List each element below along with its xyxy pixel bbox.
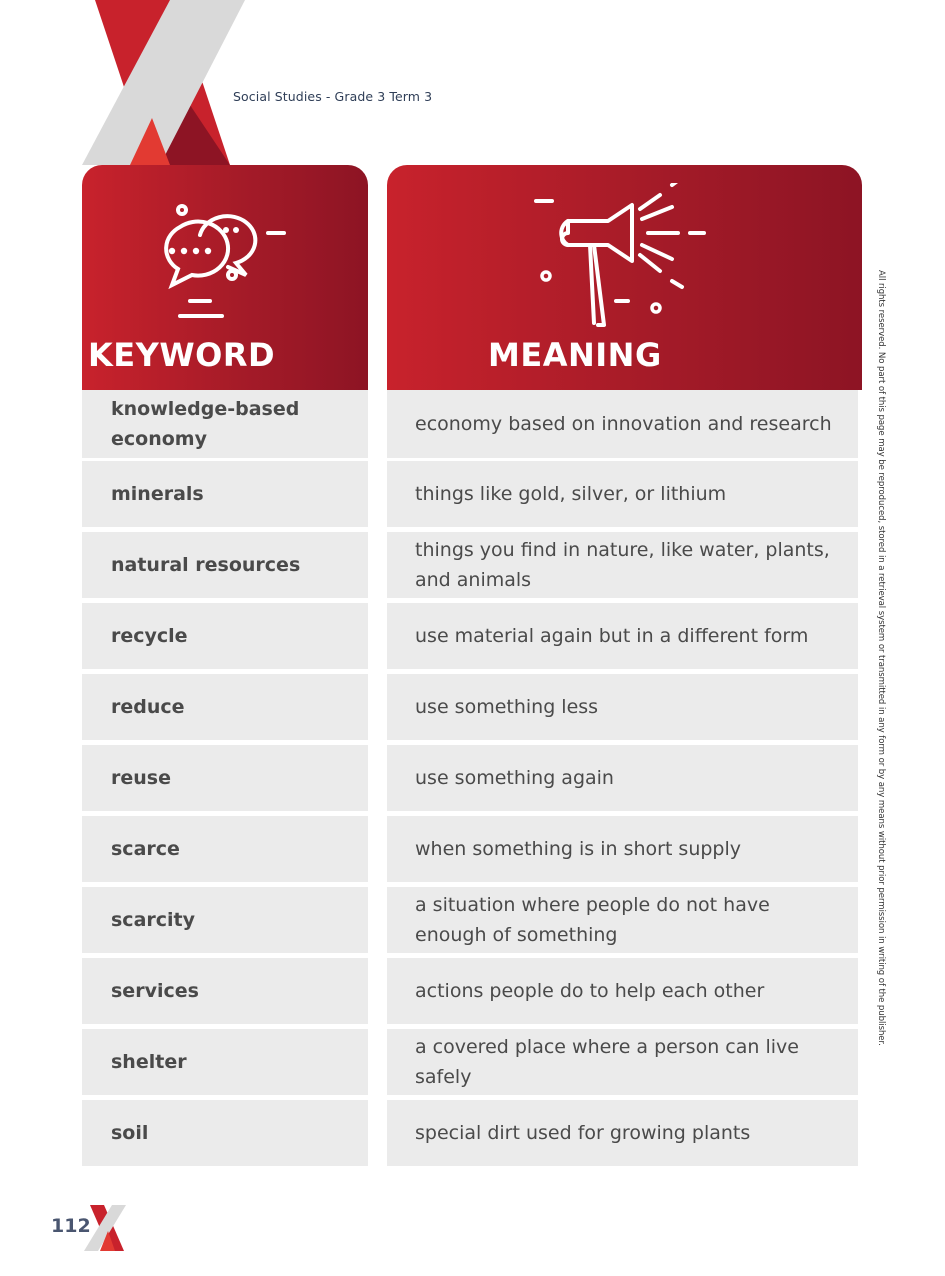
keyword-cell: [82, 603, 368, 669]
keyword-text: scarcity: [111, 909, 196, 931]
meaning-text: economy based on innovation and research: [415, 413, 832, 435]
table-row: [82, 887, 858, 958]
meaning-text: things like gold, silver, or lithium: [415, 483, 727, 505]
table-row: [82, 1029, 858, 1100]
keyword-cell: [82, 1029, 368, 1095]
meaning-cell: [387, 461, 858, 527]
meaning-text: actions people do to help each other: [415, 980, 765, 1002]
keyword-header-card: [82, 165, 368, 390]
keyword-cell: [82, 674, 368, 740]
keyword-text: scarce: [111, 838, 180, 860]
table-row: [82, 461, 858, 532]
keyword-cell: [82, 461, 368, 527]
copyright-notice: All rights reserved. No part of this page may be reproduced, stored in a retrieval system or transmitted in any form or by any means without prior permission in writing of the publisher.: [876, 270, 886, 1046]
meaning-text: use something again: [415, 767, 614, 789]
keyword-cell: [82, 958, 368, 1024]
keyword-cell: [82, 532, 368, 598]
keyword-cell: [82, 745, 368, 811]
keyword-text: soil: [111, 1122, 149, 1144]
brand-x-logo: [84, 1205, 126, 1251]
megaphone-icon: [532, 183, 712, 328]
table-row: [82, 816, 858, 887]
keyword-text: services: [111, 980, 199, 1002]
table-row: [82, 674, 858, 745]
meaning-cell: [387, 816, 858, 882]
meaning-cell: [387, 1029, 858, 1095]
meaning-text: use something less: [415, 696, 599, 718]
table-row: [82, 958, 858, 1029]
meaning-text: a covered place where a person can live safely: [415, 1036, 799, 1088]
keyword-text: minerals: [111, 483, 204, 505]
meaning-text: when something is in short supply: [415, 838, 742, 860]
meaning-cell: [387, 390, 858, 458]
meaning-text: use material again but in a different form: [415, 625, 809, 647]
meaning-text: a situation where people do not have enough of something: [415, 894, 770, 946]
meaning-cell: [387, 745, 858, 811]
meaning-heading: MEANING: [488, 336, 662, 374]
keyword-heading: KEYWORD: [88, 336, 276, 374]
table-row: [82, 390, 858, 461]
meaning-cell: [387, 603, 858, 669]
table-row: [82, 745, 858, 816]
meaning-header-card: [387, 165, 862, 390]
keyword-text: reuse: [111, 767, 171, 789]
table-row: [82, 532, 858, 603]
keyword-text: reduce: [111, 696, 185, 718]
keyword-text: shelter: [111, 1051, 187, 1073]
keyword-cell: [82, 887, 368, 953]
page-number: 112: [51, 1215, 91, 1237]
keyword-cell: [82, 1100, 368, 1166]
meaning-cell: [387, 532, 858, 598]
meaning-cell: [387, 674, 858, 740]
meaning-text: special dirt used for growing plants: [415, 1122, 751, 1144]
table-row: [82, 1100, 858, 1171]
glossary-table: [82, 390, 858, 1171]
meaning-cell: [387, 887, 858, 953]
meaning-text: things you find in nature, like water, plants, and animals: [415, 539, 830, 591]
keyword-text: natural resources: [111, 554, 301, 576]
keyword-text: recycle: [111, 625, 188, 647]
keyword-cell: [82, 816, 368, 882]
table-row: [82, 603, 858, 674]
keyword-text: knowledge-based economy: [111, 398, 300, 450]
chat-bubbles-icon: [150, 197, 290, 322]
subject-header: Social Studies - Grade 3 Term 3: [233, 89, 433, 104]
meaning-cell: [387, 1100, 858, 1166]
meaning-cell: [387, 958, 858, 1024]
keyword-cell: [82, 390, 368, 458]
brand-x-decoration: [0, 0, 260, 170]
